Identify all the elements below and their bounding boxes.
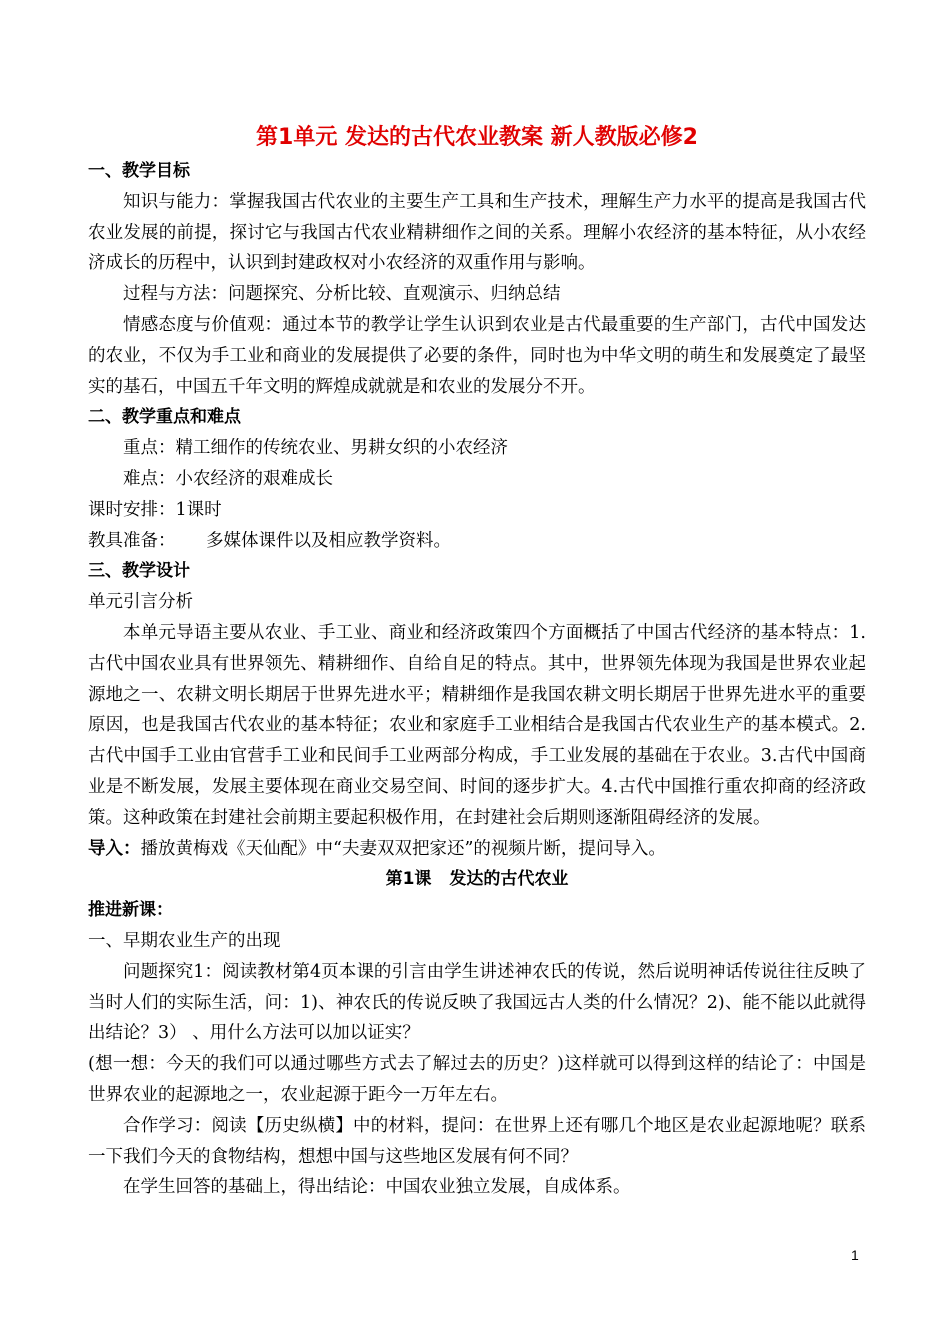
conclusion-paragraph: 在学生回答的基础上，得出结论：中国农业独立发展，自成体系。 (123, 1177, 631, 1198)
lesson-name: 发达的古代农业 (449, 869, 569, 890)
document-page (88, 122, 866, 1203)
design-heading: 三、教学设计 (88, 561, 190, 582)
prep-line (88, 526, 866, 557)
lesson-number: 第1课 (385, 869, 432, 890)
prep-value: 多媒体课件以及相应教学资料。 (206, 530, 451, 551)
schedule-line: 课时安排：1课时 (88, 499, 222, 520)
knowledge-paragraph: 知识与能力：掌握我国古代农业的主要生产工具和生产技术，理解生产力水平的提高是我国古代农业发展的前提，探讨它与我国古代农业精耕细作之间的关系。理解小农经济的基本特征，从小农经济成长的历程中，认识到封建政权对小农经济的双重作用与影响。 (88, 191, 866, 274)
intro-line (88, 834, 866, 865)
keypoints-heading: 二、教学重点和难点 (88, 407, 241, 428)
intro-text: 播放黄梅戏《天仙配》中“夫妻双双把家还”的视频片断，提问导入。 (140, 838, 666, 859)
emotion-paragraph: 情感态度与价值观：通过本节的教学让学生认识到农业是古代最重要的生产部门，古代中国发达的农业，不仅为手工业和商业的发展提供了必要的条件，同时也为中华文明的萌生和发展奠定了最坚实的基石，中国五千年文明的辉煌成就就是和农业的发展分不开。 (88, 314, 866, 397)
think-paragraph: (想一想：今天的我们可以通过哪些方式去了解过去的历史？)这样就可以得到这样的结论了：中国是世界农业的起源地之一，农业起源于距今一万年左右。 (88, 1054, 866, 1105)
unit-intro-paragraph: 本单元导语主要从农业、手工业、商业和经济政策四个方面概括了中国古代经济的基本特点：1.古代中国农业具有世界领先、精耕细作、自给自足的特点。其中，世界领先体现为我国是世界农业起源地之一、农耕文明长期居于世界先进水平；精耕细作是我国农耕文明长期居于世界先进水平的重要原因，也是我国古代农业的基本特征；农业和家庭手工业相结合是我国古代农业生产的基本模式。2.古代中国手工业由官营手工业和民间手工业两部分构成，手工业发展的基础在于农业。3.古代中国商业是不断发展，发展主要体现在商业交易空间、时间的逐步扩大。4.古代中国推行重农抑商的经济政策。这种政策在封建社会前期主要起积极作用，在封建社会后期则逐渐阻碍经济的发展。 (88, 622, 866, 828)
page-number: 1 (851, 1247, 859, 1263)
difficulty-paragraph: 难点：小农经济的艰难成长 (123, 468, 333, 489)
cooperative-paragraph: 合作学习：阅读【历史纵横】中的材料，提问：在世界上还有哪几个地区是农业起源地呢？联系一下我们今天的食物结构，想想中国与这些地区发展有何不同？ (88, 1115, 866, 1167)
document-title: 第1单元 发达的古代农业教案 新人教版必修2 (256, 125, 698, 150)
new-lesson-heading: 推进新课： (88, 900, 173, 921)
lesson-title (88, 864, 866, 895)
process-paragraph: 过程与方法：问题探究、分析比较、直观演示、归纳总结 (123, 284, 561, 305)
unit-intro-label: 单元引言分析 (88, 592, 193, 613)
prep-label: 教具准备： (88, 530, 176, 551)
question-paragraph: 问题探究1：阅读教材第4页本课的引言由学生讲述神农氏的传说，然后说明神话传说往往反映了当时人们的实际生活，问：1)、神农氏的传说反映了我国远古人类的什么情况？2)、能不能以此就得出结论？3） 、用什么方法可以加以证实？ (88, 961, 866, 1044)
subsection-heading: 一、早期农业生产的出现 (88, 930, 281, 951)
objectives-heading: 一、教学目标 (88, 161, 190, 181)
keypoint-paragraph: 重点：精工细作的传统农业、男耕女织的小农经济 (123, 438, 508, 459)
intro-lead: 导入： (88, 838, 141, 859)
